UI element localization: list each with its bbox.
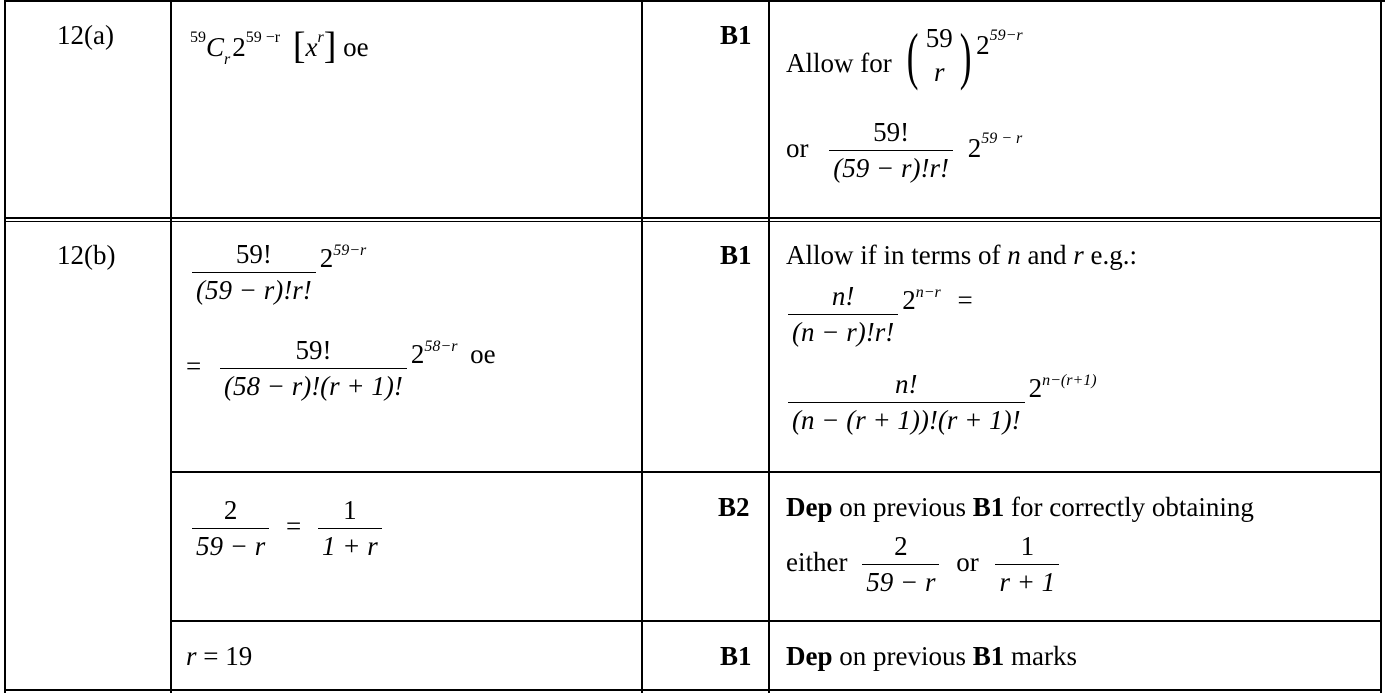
mark-12b-1: B1 <box>720 240 752 270</box>
fraction: $\frac{n!}{(n - r)!r!}$ <box>788 282 898 348</box>
fraction: $\frac{1}{1 + r}$ <box>318 496 382 562</box>
fraction: $\frac{1}{r + 1}$ <box>995 532 1059 598</box>
mark-12b-2: B2 <box>718 492 750 522</box>
fraction: $\frac{n!}{(n - (r + 1))!(r + 1)!}$ <box>788 370 1025 436</box>
mark-12b-3: B1 <box>720 641 752 671</box>
answer-12a: $^{59}C_r2^{59 -r}$ $[x^r]$ oe <box>190 25 369 68</box>
binomial-coefficient: ( 59 r ) <box>907 19 972 91</box>
col-divider-1 <box>170 0 172 693</box>
fraction: $\frac{2}{59 - r}$ <box>192 496 269 562</box>
col-divider-2 <box>641 0 643 693</box>
row-divider-b1 <box>170 471 1382 473</box>
guidance-12b-intro: Allow if in terms of n and r e.g.: <box>786 240 1137 270</box>
row-divider-a-b <box>4 217 1382 219</box>
guidance-12a-or: or $\frac{59!}{(59 - r)!r!}$ $2^{59 - r}$ <box>786 117 1023 183</box>
fraction: $\frac{2}{59 - r}$ <box>862 532 939 598</box>
mark-12a: B1 <box>720 20 752 50</box>
table-border-top <box>4 0 1385 2</box>
row-divider-b2 <box>170 620 1382 622</box>
col-divider-3 <box>768 0 770 693</box>
guidance-12b-either: either $\frac{2}{59 - r}$ or $\frac{1}{r + 1}$ <box>786 532 1063 598</box>
answer-12b-line1: $\frac{59!}{(59 - r)!r!}$ $2^{59-r}$ <box>188 240 366 306</box>
guidance-12a-allow: Allow for ( 59 r ) $2^{59-r}$ <box>786 19 1023 91</box>
table-border-left <box>4 0 6 693</box>
fraction: $\frac{59!}{(59 - r)!r!}$ <box>192 240 316 306</box>
answer-12b-final: r = 19 <box>186 641 253 671</box>
table-border-right <box>1380 0 1382 693</box>
guidance-12b-frac1: $\frac{n!}{(n - r)!r!}$ $2^{n-r}$ = <box>784 282 973 348</box>
guidance-12b-dep-1: Dep on previous B1 for correctly obtaining <box>786 492 1254 522</box>
question-number: 12(b) <box>57 240 116 270</box>
answer-12b-line2: = $\frac{59!}{(58 - r)!(r + 1)!}$ $2^{58-r}$ oe <box>186 335 496 401</box>
guidance-12b-frac2: $\frac{n!}{(n - (r + 1))!(r + 1)!}$ $2^{n-(r+1)}$ <box>784 370 1097 436</box>
answer-12b-equation: $\frac{2}{59 - r}$ = $\frac{1}{1 + r}$ <box>188 496 386 562</box>
guidance-12b-dep-2: Dep on previous B1 marks <box>786 641 1077 671</box>
table-border-bottom <box>4 689 1382 691</box>
fraction: $\frac{59!}{(59 - r)!r!}$ <box>829 118 953 184</box>
question-number: 12(a) <box>57 20 114 50</box>
fraction: $\frac{59!}{(58 - r)!(r + 1)!}$ <box>220 336 407 402</box>
row-divider-a-b-2 <box>4 221 1382 222</box>
